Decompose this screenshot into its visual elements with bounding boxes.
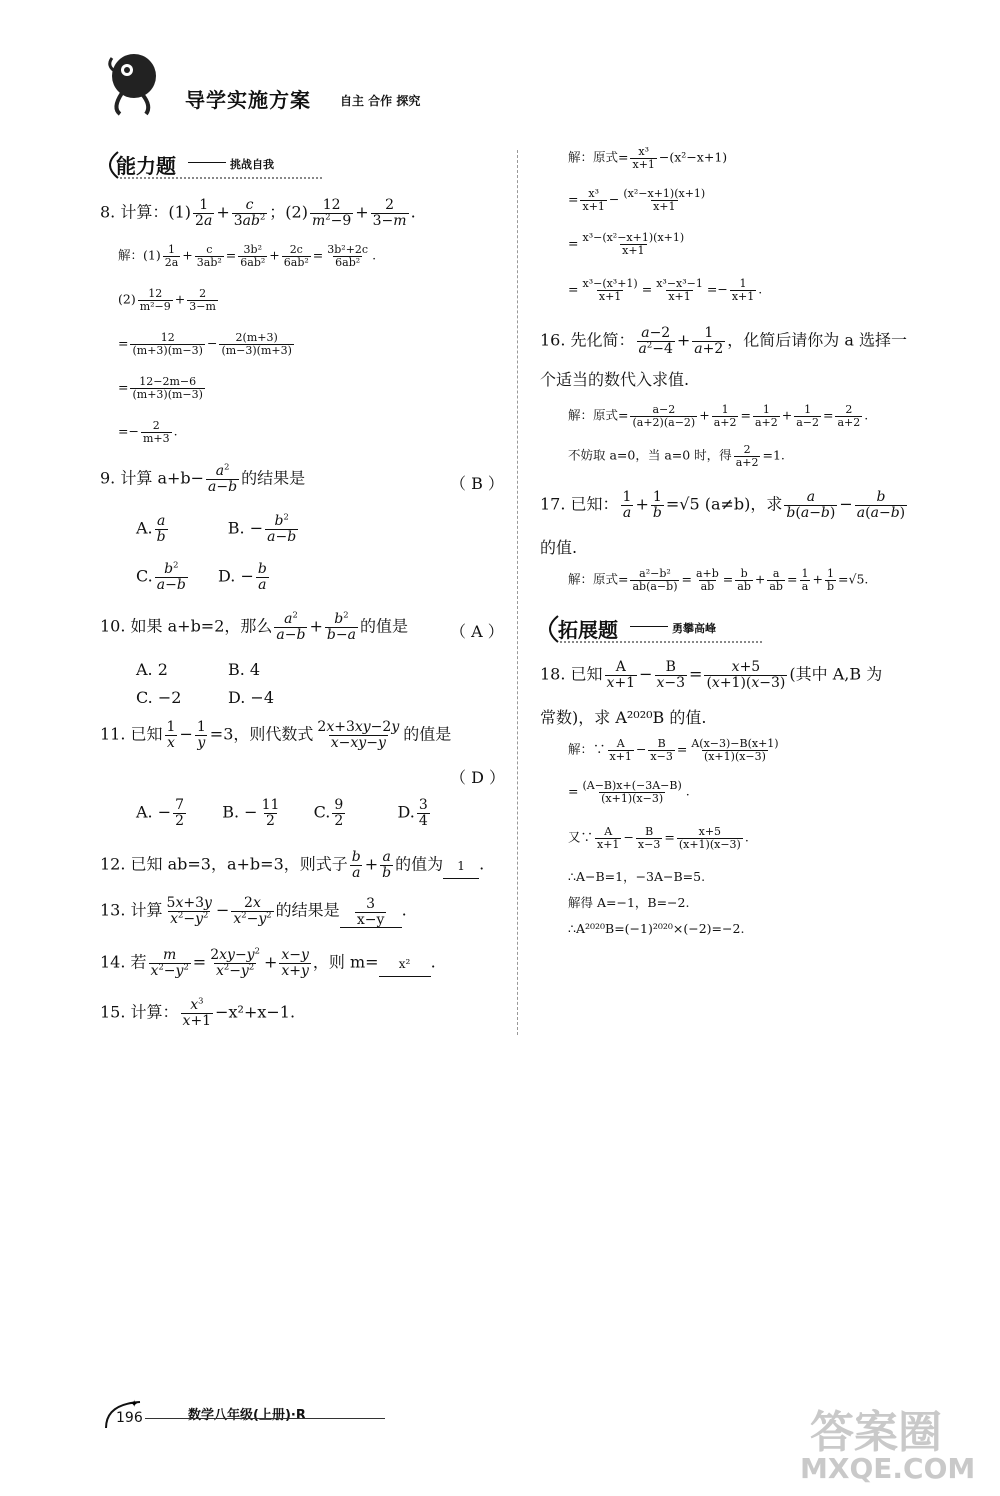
q16-prompt: 16. 先化简： $\frac{a-2}{a^2-4}$ + $\frac{1}{a+2}$ ，化简后请你为 a 选择一 [540,325,908,357]
header-title: 导学实施方案 [185,88,311,112]
dash-line [188,162,226,163]
q9-prompt: 9. 计算 a+b− $\frac{a^2}{a-b}$ 的结果是 [100,461,306,495]
q8-solution-4: = $\frac{12-2m-6}{(m+3)(m-3)}$ [118,375,203,401]
header-subtitle: 自主 合作 探究 [340,94,421,108]
q9-options-1: A. $\frac{a}{b}$ B. − $\frac{b^2}{a-b}$ [136,511,297,545]
q8-prompt: 8. 计算：(1) $\frac{1}{2a}$ + $\frac{c}{3ab^2}$ ；(2) $\frac{12}{m^2-9}$ + $\frac{2}{3-m}$ . [100,197,416,229]
book-title: 数学八年级(上册)·R [188,1408,306,1423]
footer-rule [145,1418,385,1419]
q11-prompt: 11. 已知 $\frac{1}{x}$ − $\frac{1}{y}$ =3，则代数式 $\frac{2x+3xy-2y}{x-xy-y}$ 的值是 [100,719,452,751]
q15-solution-4: = $\frac{\text{x³−(x³+1)}}{x+1}$ = $\frac{\text{x³−x³−1}}{x+1}$ =− $\frac{1}{x+1}$ . [568,277,763,303]
q9-answer: （ B ） [450,474,504,493]
mascot-logo [102,48,162,118]
page-number: 196 [116,1410,143,1426]
q18-solution-1: 解：∵ $\frac{A}{x+1}$ − $\frac{B}{x-3}$ = $\frac{A(x-3)-B(x+1)}{(x+1)(x-3)}$ [568,737,779,763]
q18-solution-4: ∴A−B=1，−3A−B=5. [568,869,706,884]
q15-solution-1: 解：原式= $\frac{\text{x³}}{x+1}$ −(x²−x+1) [568,145,728,171]
q18-solution-2: = $\frac{(A-B)x+(-3A-B)}{(x+1)(x-3)}$ . [568,779,690,805]
q18-prompt: 18. 已知 $\frac{A}{x+1}$ − $\frac{B}{x-3}$ = $\frac{x+5}{(x+1)(x-3)}$ (其中 A,B 为 [540,659,883,691]
svg-text:✦: ✦ [130,1399,139,1410]
q13-answer-blank: $\frac{3}{x-y}$ [340,897,402,928]
watermark-url: MXQE.COM [800,1452,976,1485]
q8-solution-3: = $\frac{12}{(m+3)(m-3)}$ − $\frac{2(m+3)}{(m-3)(m+3)}$ [118,331,292,357]
q8-solution-5: =− $\frac{2}{m+3}$ . [118,419,178,445]
q11-options: A. − $\frac{7}{2}$ B. − $\frac{11}{2}$ C. $\frac{9}{2}$ D. $\frac{3}{4}$ [136,797,428,829]
q10-optC: C. −2 [136,688,182,707]
q15-solution-3: = $\frac{\text{x³−(x²−x+1)(x+1)}}{x+1}$ [568,231,685,257]
page-number-badge [100,1398,146,1438]
q15-solution-2: = $\frac{\text{x³}}{x+1}$ − $\frac{\text{(x²−x+1)(x+1)}}{x+1}$ [568,187,706,213]
q13-prompt: 13. 计算 $\frac{5x+3y}{x^2-y^2}$ − $\frac{2x}{x^2-y^2}$ 的结果是 $\frac{3}{x-y}$ . [100,895,407,928]
q14-prompt: 14. 若 $\frac{m}{x^2-y^2}$ = $\frac{2xy-y^2}{x^2-y^2}$ + $\frac{x-y}{x+y}$ ，则 m= x² . [100,945,436,979]
q10-prompt: 10. 如果 a+b=2，那么 $\frac{a^2}{a-b}$ + $\frac{b^2}{b-a}$ 的值是 [100,609,408,643]
column-divider [517,150,518,1035]
q10-answer: （ A ） [450,622,504,641]
q11-answer: （ D ） [450,768,506,787]
dash-line [630,626,668,627]
q10-optD: D. −4 [228,688,275,707]
section-title: 拓展题 [558,618,618,642]
q18-solution-5: 解得 A=−1，B=−2. [568,895,690,910]
q18-solution-3: 又∵ $\frac{A}{x+1}$ − $\frac{B}{x-3}$ = $\frac{x+5}{(x+1)(x-3)}$ . [568,825,749,851]
q10-optA: A. 2 [136,660,168,679]
q12-prompt: 12. 已知 ab=3，a+b=3，则式子 $\frac{b}{a}$ + $\frac{a}{b}$ 的值为 1 . [100,849,485,881]
q12-answer-blank: 1 [443,854,479,879]
q8-solution-1: 解：(1) $\frac{1}{2a}$ + $\frac{c}{\text{3ab²}}$ = $\frac{\text{3b²}}{\text{6ab²}}$ + $\frac{2c}{\text{6ab²}}$ = $\frac{\text{3b²+2c}}{\text{6ab²}}$ . [118,243,377,269]
section-capability-header [100,148,330,182]
q10-optB: B. 4 [228,660,261,679]
q14-answer-blank: x² [379,952,431,977]
q18-solution-6: ∴A²⁰²⁰B=(−1)²⁰²⁰×(−2)=−2. [568,921,745,936]
section-subtitle: 挑战自我 [230,158,274,171]
section-title: 能力题 [116,154,176,178]
q8-solution-2: (2) $\frac{12}{\text{m²−9}}$ + $\frac{2}{3-m}$ [118,287,216,313]
q17-line2: 的值. [540,538,578,557]
section-subtitle: 勇攀高峰 [672,622,716,635]
q17-prompt: 17. 已知： $\frac{1}{a}$ + $\frac{1}{b}$ =√5 (a≠b)，求 $\frac{a}{b(a-b)}$ − $\frac{b}{a(a-b)}$ [540,489,906,521]
section-extension-header [540,612,770,646]
q16-line2: 个适当的数代入求值. [540,370,690,389]
q18-line2: 常数)，求 A²⁰²⁰B 的值. [540,708,707,727]
q9-options-2: C. $\frac{b^2}{a-b}$ D. − $\frac{b}{a}$ [136,559,267,593]
q15-prompt: 15. 计算： $\frac{x^3}{x+1}$ −x²+x−1. [100,995,296,1029]
q16-solution-2: 不妨取 a=0，当 a=0 时，得 $\frac{2}{a+2}$ =1. [568,443,785,469]
q16-solution-1: 解：原式= $\frac{a-2}{(a+2)(a-2)}$ + $\frac{1}{a+2}$ = $\frac{1}{a+2}$ + $\frac{1}{a-2}$ = $\frac{2}{a+2}$ . [568,403,869,429]
watermark-logo: 答案圈 [810,1407,942,1458]
q17-solution: 解：原式= $\frac{\text{a²−b²}}{ab(a-b)}$ = $\frac{a+b}{ab}$ = $\frac{b}{ab}$ + $\frac{a}{ab}$ = $\frac{1}{a}$ + $\frac{1}{b}$ =√5. [568,567,869,593]
